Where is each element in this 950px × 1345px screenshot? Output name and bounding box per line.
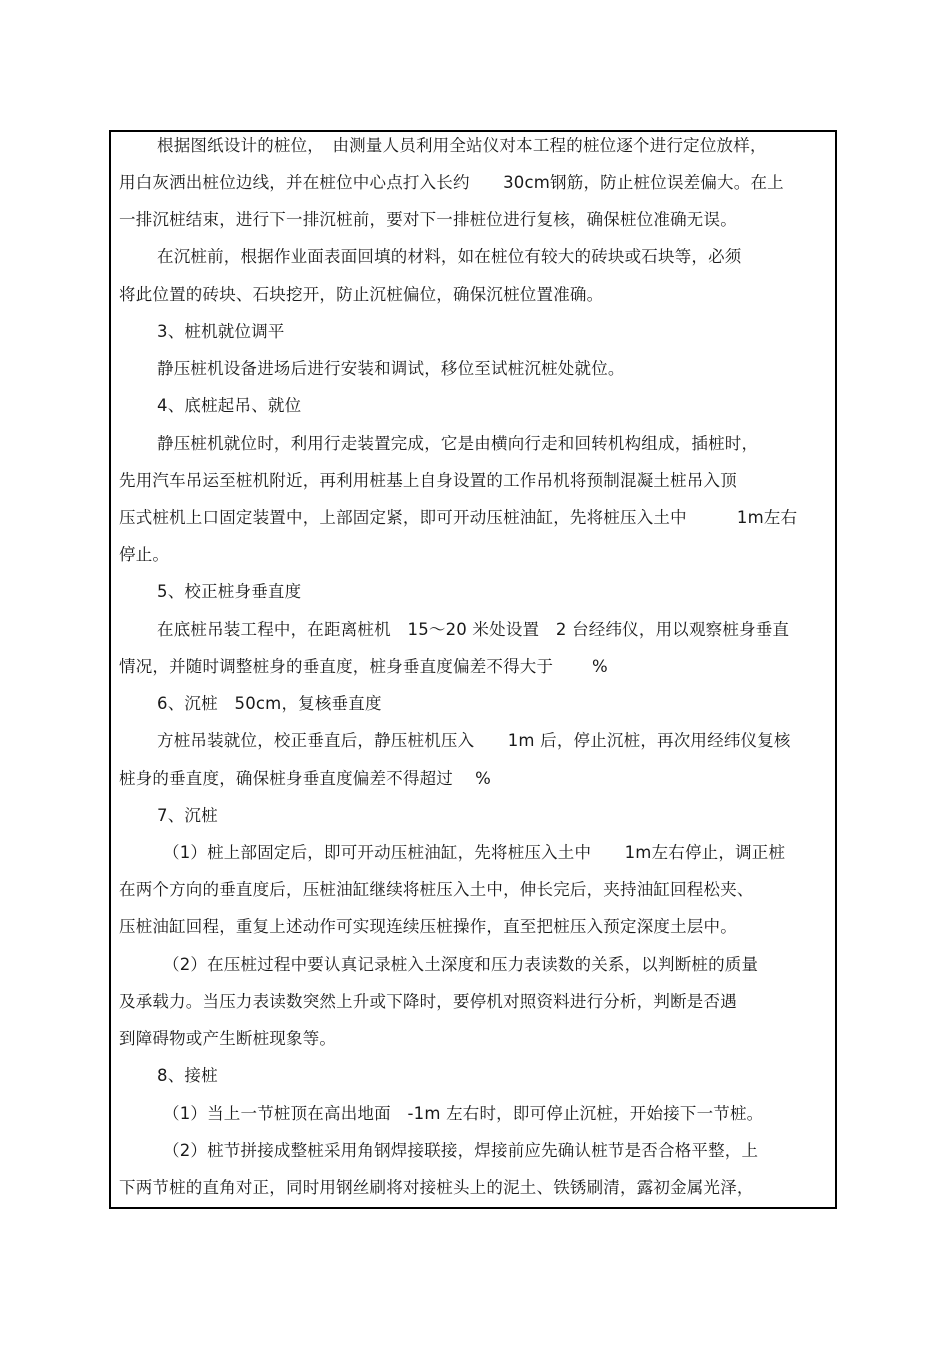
text-line: 在两个方向的垂直度后，压桩油缸继续将桩压入土中，伸长完后，夹持油缸回程松夹、 xyxy=(119,880,754,899)
text-line: （2）在压桩过程中要认真记录桩入土深度和压力表读数的关系，以判断桩的质量 xyxy=(163,955,759,974)
text-line: 在沉桩前，根据作业面表面回填的材料，如在桩位有较大的砖块或石块等，必须 xyxy=(157,247,742,266)
text-line: 下两节桩的直角对正，同时用钢丝刷将对接桩头上的泥土、铁锈刷清，露初金属光泽， xyxy=(119,1178,754,1197)
text-line: 先用汽车吊运至桩机附近，再利用桩基上自身设置的工作吊机将预制混凝土桩吊入顶 xyxy=(119,471,737,490)
section-heading: 5、校正桩身垂直度 xyxy=(157,582,302,601)
text-line: （1）当上一节桩顶在高出地面 -1m 左右时，即可停止沉桩，开始接下一节桩。 xyxy=(163,1104,764,1123)
text-line: 情况，并随时调整桩身的垂直度，桩身垂直度偏差不得大于 % xyxy=(119,657,608,676)
text-line: 根据图纸设计的桩位， 由测量人员利用全站仪对本工程的桩位逐个进行定位放样， xyxy=(157,136,767,155)
text-line: 静压桩机设备进场后进行安装和调试，移位至试桩沉桩处就位。 xyxy=(157,359,625,378)
text-line: 压式桩机上口固定装置中，上部固定紧，即可开动压桩油缸，先将桩压入土中 1m左右 xyxy=(119,508,798,527)
document-frame xyxy=(109,130,837,1209)
text-line: 将此位置的砖块、石块挖开，防止沉桩偏位，确保沉桩位置准确。 xyxy=(119,285,604,304)
section-heading: 3、桩机就位调平 xyxy=(157,322,285,341)
section-heading: 7、沉桩 xyxy=(157,806,218,825)
text-line: （2）桩节拼接成整桩采用角钢焊接联接，焊接前应先确认桩节是否合格平整，上 xyxy=(163,1141,759,1160)
text-line: 停止。 xyxy=(119,545,170,564)
text-line: 桩身的垂直度，确保桩身垂直度偏差不得超过 % xyxy=(119,769,492,788)
text-line: 在底桩吊装工程中，在距离桩机 15～20 米处设置 2 台经纬仪，用以观察桩身垂直 xyxy=(157,620,790,639)
section-heading: 8、接桩 xyxy=(157,1066,218,1085)
text-line: （1）桩上部固定后，即可开动压桩油缸，先将桩压入土中 1m左右停止，调正桩 xyxy=(163,843,786,862)
text-line: 静压桩机就位时，利用行走装置完成，它是由横向行走和回转机构组成，插桩时， xyxy=(157,434,759,453)
text-line: 压桩油缸回程，重复上述动作可实现连续压桩操作，直至把桩压入预定深度土层中。 xyxy=(119,917,737,936)
text-line: 用白灰洒出桩位边线，并在桩位中心点打入长约 30cm钢筋，防止桩位误差偏大。在上 xyxy=(119,173,784,192)
section-heading: 4、底桩起吊、就位 xyxy=(157,396,302,415)
text-line: 及承载力。当压力表读数突然上升或下降时，要停机对照资料进行分析，判断是否遇 xyxy=(119,992,737,1011)
text-line: 到障碍物或产生断桩现象等。 xyxy=(119,1029,337,1048)
text-line: 一排沉桩结束，进行下一排沉桩前，要对下一排桩位进行复核，确保桩位准确无误。 xyxy=(119,210,737,229)
section-heading: 6、沉桩 50cm，复核垂直度 xyxy=(157,694,382,713)
text-line: 方桩吊装就位，校正垂直后，静压桩机压入 1m 后，停止沉桩，再次用经纬仪复核 xyxy=(157,731,791,750)
